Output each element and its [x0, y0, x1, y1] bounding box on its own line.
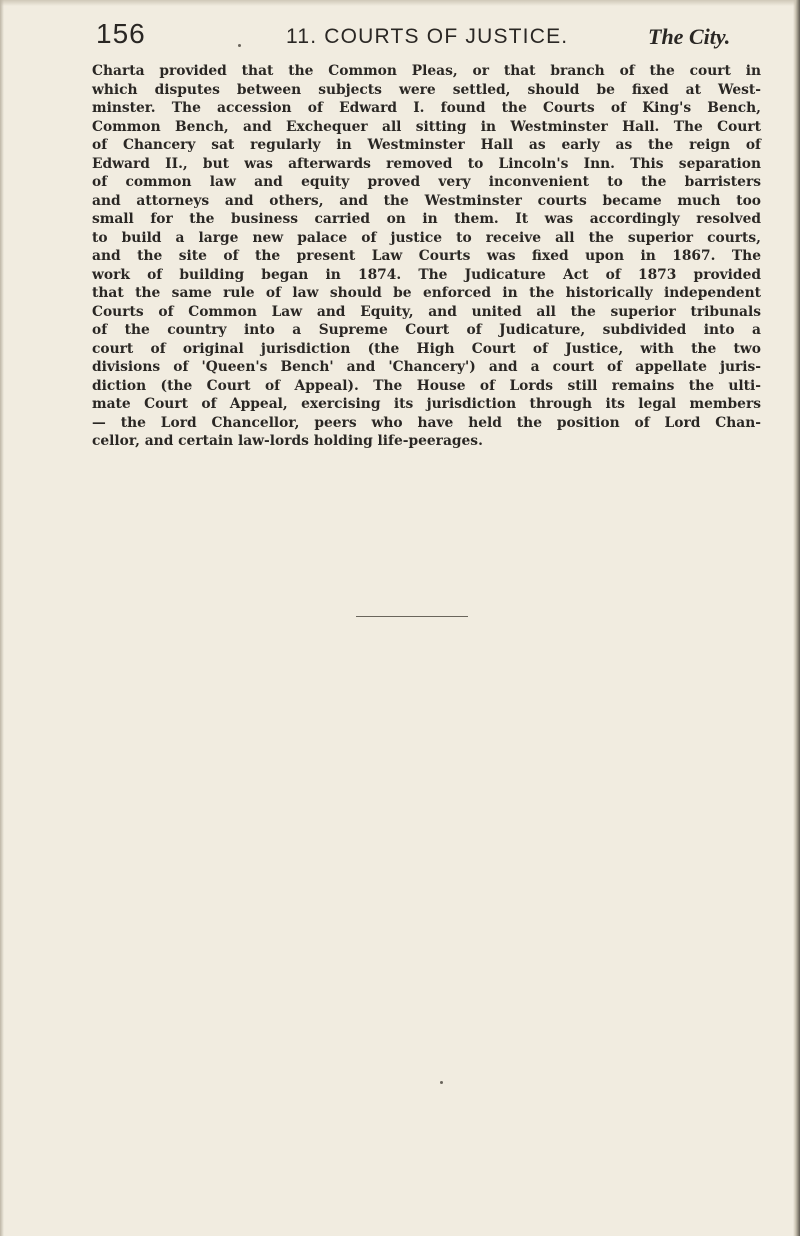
- text-line: Courts of Common Law and Equity, and united all the superior tribunals: [92, 303, 761, 320]
- scan-edge-left: [0, 0, 4, 1236]
- text-line: and the site of the present Law Courts was fixed upon in 1867. The: [92, 248, 761, 264]
- ink-speck: [440, 1081, 443, 1084]
- text-line: court of original jurisdiction (the High Court of Justice, with the two: [92, 340, 761, 357]
- section-divider-rule: [356, 616, 468, 617]
- text-line: of Chancery sat regularly in Westminster Hall as early as the reign of: [92, 137, 761, 153]
- section-label: The City.: [648, 24, 731, 49]
- scan-edge-right: [793, 0, 800, 1236]
- text-line: of the country into a Supreme Court of Judicature, subdivided into a: [92, 322, 761, 338]
- ink-speck: [238, 44, 241, 47]
- text-line: Common Bench, and Exchequer all sitting in Westminster Hall. The Court: [92, 118, 761, 135]
- text-line: of common law and equity proved very inconvenient to the barristers: [92, 174, 761, 190]
- text-line: mate Court of Appeal, exercising its jurisdiction through its legal members: [92, 396, 761, 412]
- text-line: small for the business carried on in them. It was accordingly resolved: [92, 211, 761, 227]
- text-line: divisions of 'Queen's Bench' and 'Chancery') and a court of appellate juris-: [92, 359, 761, 375]
- text-line: work of building began in 1874. The Judicature Act of 1873 provided: [92, 266, 761, 283]
- text-line: cellor, and certain law-lords holding life-peerages.: [92, 433, 483, 449]
- page-header: [0, 14, 800, 62]
- text-line: Edward II., but was afterwards removed to Lincoln's Inn. This separation: [92, 155, 761, 172]
- text-line: and attorneys and others, and the Westminster courts became much too: [92, 192, 761, 209]
- scan-edge-top: [0, 0, 800, 6]
- text-line: to build a large new palace of justice to receive all the superior courts,: [92, 229, 761, 246]
- text-line: minster. The accession of Edward I. found the Courts of King's Bench,: [92, 100, 761, 116]
- page-number: 156: [96, 18, 146, 49]
- text-line: which disputes between subjects were settled, should be fixed at West-: [92, 81, 761, 98]
- body-paragraph: [92, 62, 761, 451]
- text-line: — the Lord Chancellor, peers who have held the position of Lord Chan-: [92, 414, 761, 431]
- text-line: that the same rule of law should be enforced in the historically independent: [92, 285, 761, 301]
- running-head: 11. COURTS OF JUSTICE.: [286, 25, 569, 48]
- text-line: Charta provided that the Common Pleas, or that branch of the court in: [92, 63, 761, 79]
- text-line: diction (the Court of Appeal). The House of Lords still remains the ulti-: [92, 377, 761, 394]
